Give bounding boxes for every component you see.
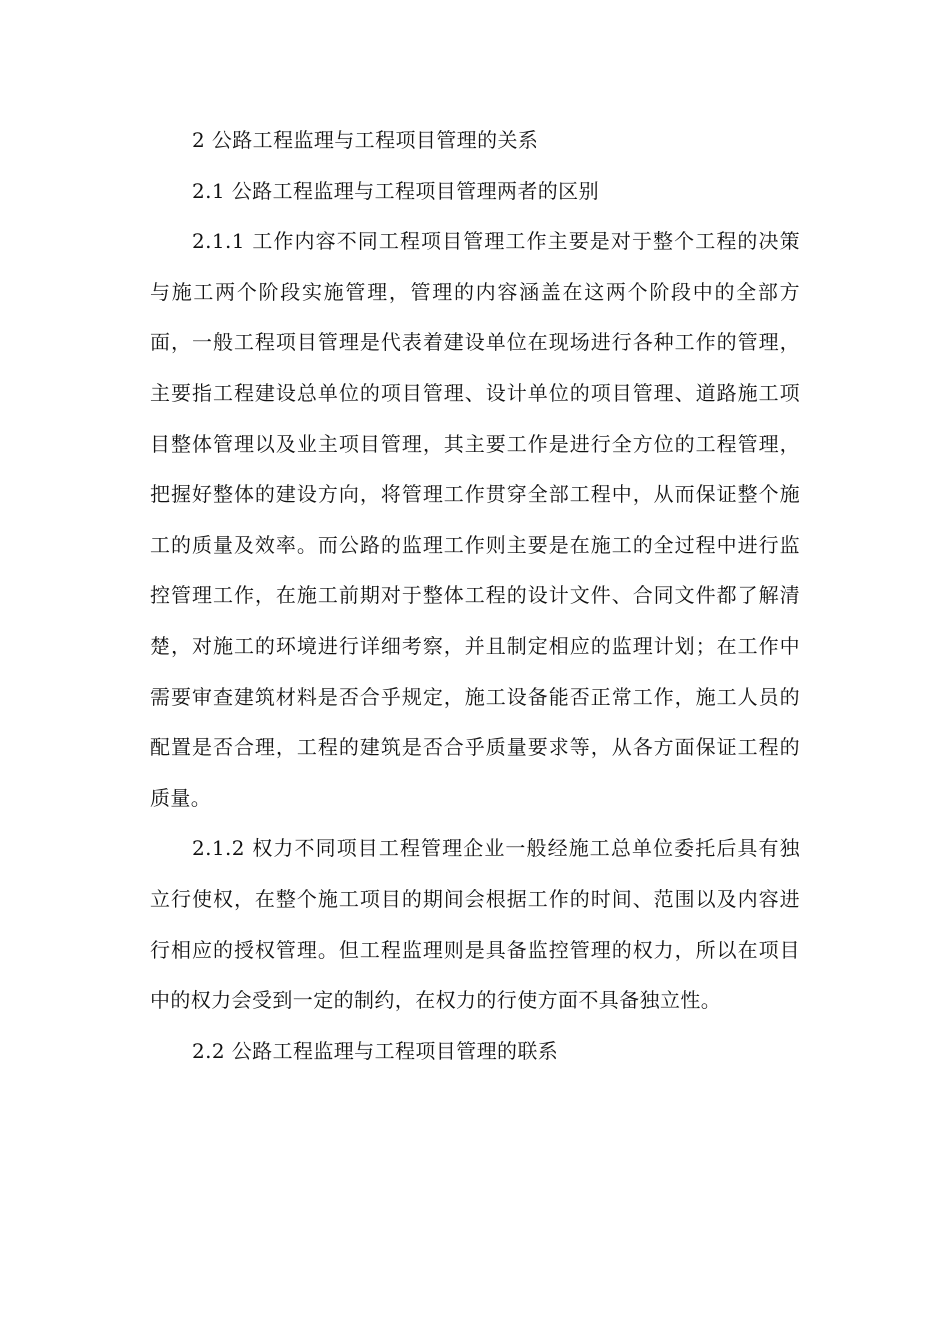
paragraph-2-1-1: 2.1.1 工作内容不同工程项目管理工作主要是对于整个工程的决策与施工两个阶段实施管理，管理的内容涵盖在这两个阶段中的全部方面，一般工程项目管理是代表着建设单位在现场进行各种工作的管理，主要指工程建设总单位的项目管理、设计单位的项目管理、道路施工项目整体管理以及业主项目管理，其主要工作是进行全方位的工程管理，把握好整体的建设方向，将管理工作贯穿全部工程中，从而保证整个施工的质量及效率。而公路的监理工作则主要是在施工的全过程中进行监控管理工作，在施工前期对于整体工程的设计文件、合同文件都了解清楚，对施工的环境进行详细考察，并且制定相应的监理计划；在工作中需要审查建筑材料是否合乎规定，施工设备能否正常工作，施工人员的配置是否合理，工程的建筑是否合乎质量要求等，从各方面保证工程的质量。 bbox=[150, 229, 800, 810]
heading-section-2-1: 2.1 公路工程监理与工程项目管理两者的区别 bbox=[192, 178, 599, 203]
document-body bbox=[150, 115, 800, 1076]
heading-section-2-2: 2.2 公路工程监理与工程项目管理的联系 bbox=[192, 1038, 559, 1063]
heading-section-2: 2 公路工程监理与工程项目管理的关系 bbox=[192, 128, 539, 152]
paragraph-2-1-2: 2.1.2 权力不同项目工程管理企业一般经施工总单位委托后具有独立行使权，在整个施工项目的期间会根据工作的时间、范围以及内容进行相应的授权管理。但工程监理则是具备监控管理的权力，所以在项目中的权力会受到一定的制约，在权力的行使方面不具备独立性。 bbox=[150, 836, 800, 1013]
